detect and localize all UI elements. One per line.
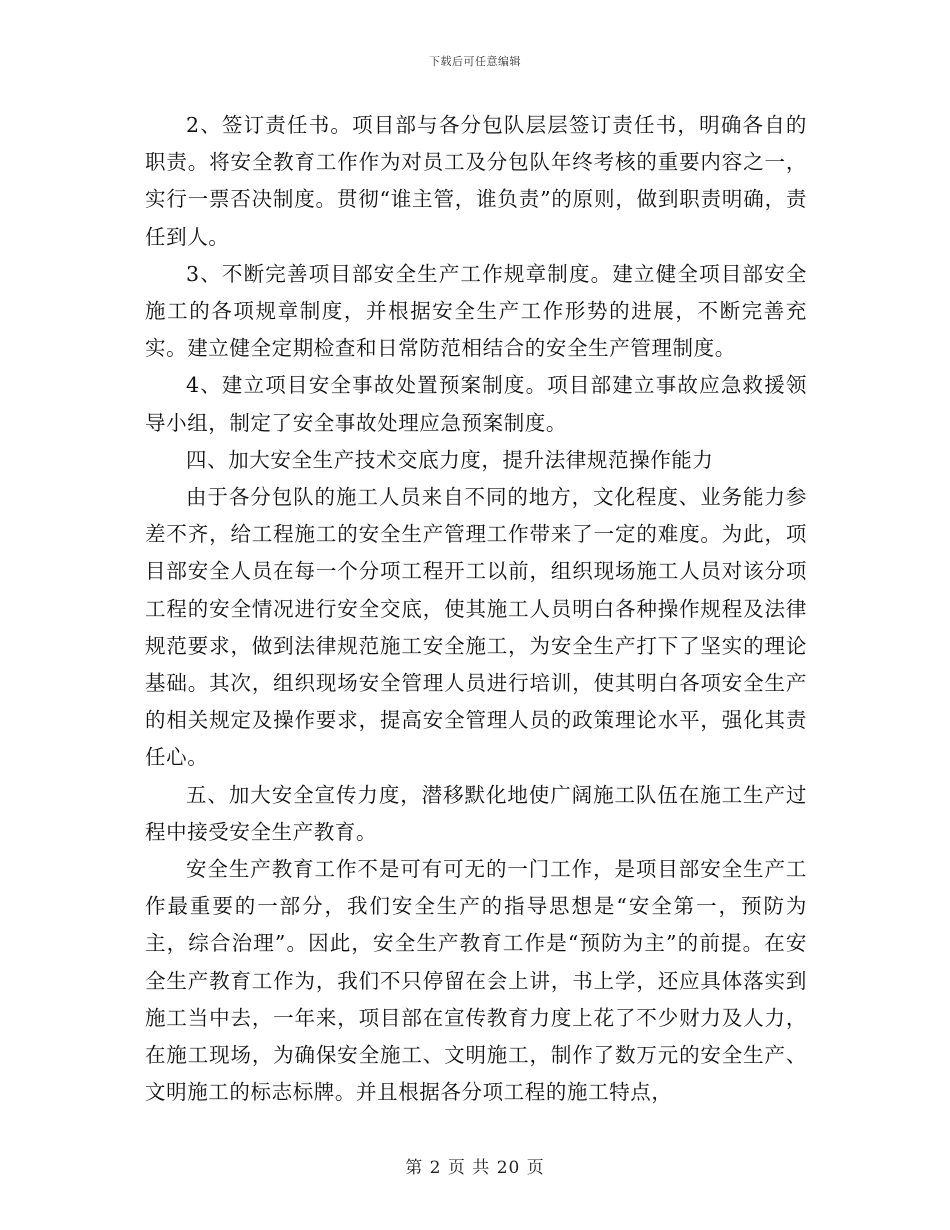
page-number-footer: 第 2 页 共 20 页 [405,1158,545,1178]
section-heading-safety-promotion: 五、加大安全宣传力度，潜移默化地使广阔施工队伍在施工生产过程中接受安全生产教育。 [145,782,807,844]
paragraph-rules-system: 3、不断完善项目部安全生产工作规章制度。建立健全项目部安全施工的各项规章制度，并根据安全生产工作形势的进展，不断完善充实。建立健全定期检查和日常防范相结合的安全生产管理制度。 [145,261,807,361]
paragraph-responsibility-letter: 2、签订责任书。项目部与各分包队层层签订责任书，明确各自的职责。将安全教育工作作为对员工及分包队年终考核的重要内容之一，实行一票否决制度。贯彻“谁主管，谁负责”的原则，做到职责明确，责任到人。 [145,113,807,249]
paragraph-safety-education: 安全生产教育工作不是可有可无的一门工作，是项目部安全生产工作最重要的一部分，我们安全生产的指导思想是“安全第一，预防为主，综合治理”。因此，安全生产教育工作是“预防为主”的前提。在安全生产教育工作为，我们不只停留在会上讲，书上学，还应具体落实到施工当中去，一年来，项目部在宣传教育力度上花了不少财力及人力，在施工现场，为确保安全施工、文明施工，制作了数万元的安全生产、文明施工的标志标牌。并且根据各分项工程的施工特点， [145,857,807,1105]
document-body [145,107,807,1111]
paragraph-emergency-plan: 4、建立项目安全事故处置预案制度。项目部建立事故应急救援领导小组，制定了安全事故处理应急预案制度。 [145,373,807,435]
page-header-note: 下载后可任意编辑 [429,55,521,68]
paragraph-technical-briefing: 由于各分包队的施工人员来自不同的地方，文化程度、业务能力参差不齐，给工程施工的安全生产管理工作带来了一定的难度。为此，项目部安全人员在每一个分项工程开工以前，组织现场施工人员对该分项工程的安全情况进行安全交底，使其施工人员明白各种操作规程及法律规范要求，做到法律规范施工安全施工，为安全生产打下了坚实的理论基础。其次，组织现场安全管理人员进行培训，使其明白各项安全生产的相关规定及操作要求，提高安全管理人员的政策理论水平，强化其责任心。 [145,485,807,770]
section-heading-technical-briefing: 四、加大安全生产技术交底力度，提升法律规范操作能力 [186,447,714,472]
